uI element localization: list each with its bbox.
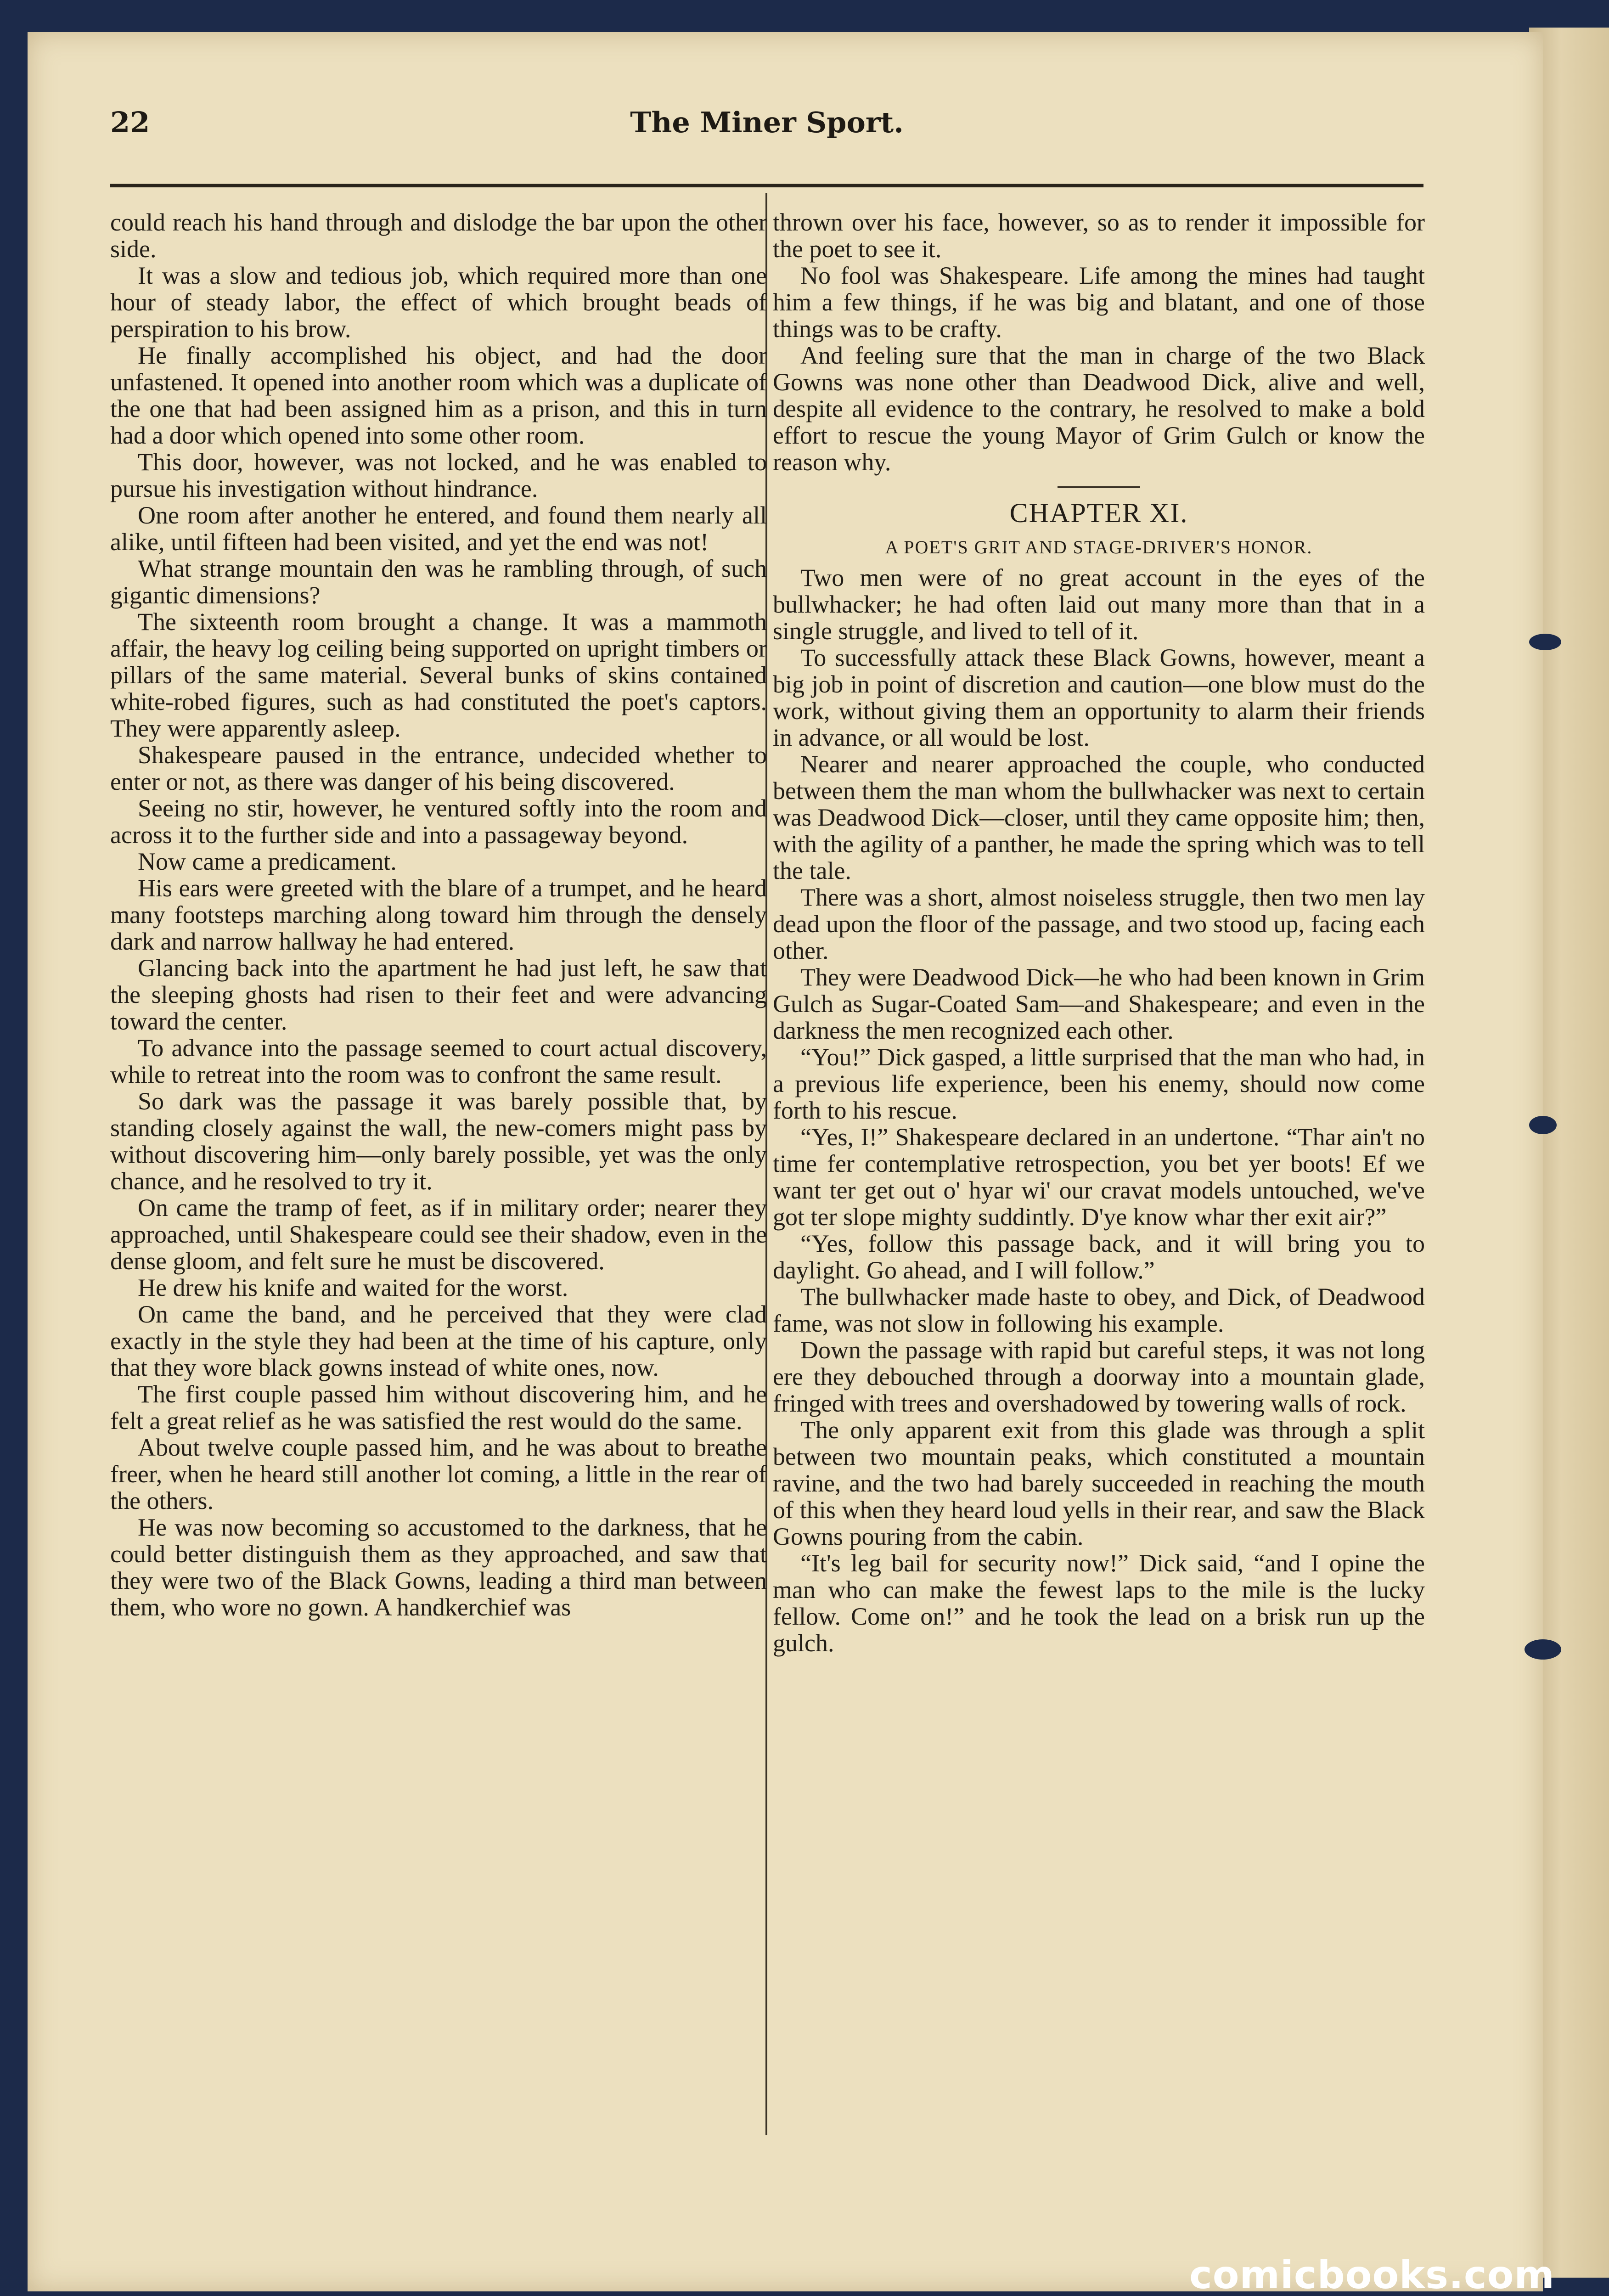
paragraph: To advance into the passage seemed to court actual discovery, while to retreat into the room was to confront the same result. bbox=[110, 1034, 767, 1088]
paragraph: And feeling sure that the man in charge of the two Black Gowns was none other than Deadwood Dick, alive and well, despite all evidence to the contrary, he resolved to make a bold effort to rescue the young Mayor of Grim Gulch or know the reason why. bbox=[773, 342, 1425, 476]
paragraph: “You!” Dick gasped, a little surprised that the man who had, in a previous life experience, been his enemy, should now come forth to his rescue. bbox=[773, 1043, 1425, 1124]
page-number: 22 bbox=[110, 106, 150, 139]
right-column-bottom-text bbox=[773, 564, 1425, 1656]
paragraph: Seeing no stir, however, he ventured softly into the room and across it to the further side and into a passageway beyond. bbox=[110, 794, 767, 849]
paragraph: They were Deadwood Dick—he who had been known in Grim Gulch as Sugar-Coated Sam—and Shakespeare; and even in the darkness the men recognized each other. bbox=[773, 963, 1425, 1044]
chapter-title: CHAPTER XI. bbox=[1009, 498, 1188, 528]
paragraph: He finally accomplished his object, and had the door unfastened. It opened into another room which was a duplicate of the one that had been assigned him as a prison, and this in turn had a door which opened into some other room. bbox=[110, 342, 767, 449]
paragraph: To successfully attack these Black Gowns, however, meant a big job in point of discretion and caution—one blow must do the work, without giving them an opportunity to alarm their friends in advance, or all would be lost. bbox=[773, 644, 1425, 751]
paragraph: Shakespeare paused in the entrance, undecided whether to enter or not, as there was danger of his being discovered. bbox=[110, 741, 767, 795]
paragraph: There was a short, almost noiseless struggle, then two men lay dead upon the floor of the passage, and two stood up, facing each other. bbox=[773, 884, 1425, 964]
paragraph: “Yes, follow this passage back, and it will bring you to daylight. Go ahead, and I will follow.” bbox=[773, 1230, 1425, 1284]
paragraph: So dark was the passage it was barely possible that, by standing closely against the wall, the new-comers might pass by without discovering him—only barely possible, yet was the only chance, and he resolved to try it. bbox=[110, 1087, 767, 1195]
paragraph: Nearer and nearer approached the couple, who conducted between them the man whom the bullwhacker was next to certain was Deadwood Dick—closer, until they came opposite him; then, with the agility of a panther, he made the spring which was to tell the tale. bbox=[773, 750, 1425, 884]
paragraph: thrown over his face, however, so as to render it impossible for the poet to see it. bbox=[773, 208, 1425, 263]
paragraph: His ears were greeted with the blare of a trumpet, and he heard many footsteps marching along toward him through the densely dark and narrow hallway he had entered. bbox=[110, 874, 767, 955]
page-header bbox=[110, 106, 1423, 156]
paragraph: One room after another he entered, and found them nearly all alike, until fifteen had been visited, and yet the end was not! bbox=[110, 501, 767, 556]
paragraph: No fool was Shakespeare. Life among the mines had taught him a few things, if he was big and blatant, and one of those things was to be crafty. bbox=[773, 262, 1425, 343]
paragraph: Now came a predicament. bbox=[138, 848, 397, 875]
paragraph: The sixteenth room brought a change. It was a mammoth affair, the heavy log ceiling being supported on upright timbers or pillars of the same material. Several bunks of skins contained white-robed figures, such as had constituted the poet's captors. They were apparently asleep. bbox=[110, 608, 767, 742]
paragraph: Two men were of no great account in the eyes of the bullwhacker; he had often laid out many more than that in a single struggle, and lived to tell of it. bbox=[773, 564, 1425, 645]
paragraph: What strange mountain den was he rambling through, of such gigantic dimensions? bbox=[110, 555, 767, 609]
paragraph: The only apparent exit from this glade was through a split between two mountain peaks, which constituted a mountain ravine, and the two had barely succeeded in reaching the mouth of this when they heard loud yells in their rear, and saw the Black Gowns pouring from the cabin. bbox=[773, 1416, 1425, 1550]
right-column bbox=[773, 209, 1425, 1656]
paragraph: He drew his knife and waited for the worst. bbox=[138, 1274, 568, 1301]
header-rule bbox=[110, 184, 1423, 187]
paragraph: It was a slow and tedious job, which required more than one hour of steady labor, the effect of which brought beads of perspiration to his brow. bbox=[110, 262, 767, 343]
chapter-subtitle: A POET'S GRIT AND STAGE-DRIVER'S HONOR. bbox=[885, 537, 1313, 557]
paragraph: could reach his hand through and dislodge the bar upon the other side. bbox=[110, 208, 767, 263]
paragraph: Down the passage with rapid but careful steps, it was not long ere they debouched through a doorway into a mountain glade, fringed with trees and overshadowed by towering walls of rock. bbox=[773, 1336, 1425, 1417]
paragraph: On came the tramp of feet, as if in military order; nearer they approached, until Shakespeare could see their shadow, even in the dense gloom, and felt sure he must be discovered. bbox=[110, 1194, 767, 1275]
paragraph: The first couple passed him without discovering him, and he felt a great relief as he was satisfied the rest would do the same. bbox=[110, 1380, 767, 1435]
watermark: comicbooks.com bbox=[1189, 2252, 1555, 2296]
running-title: The Miner Sport. bbox=[630, 106, 904, 139]
paragraph: “Yes, I!” Shakespeare declared in an undertone. “Thar ain't no time fer contemplative retrospection, you bet yer boots! Ef we want ter get out o' hyar wi' our cravat models untouched, we've got ter slope mighty suddintly. D'ye know whar ther exit air?” bbox=[773, 1123, 1425, 1231]
binding-hole bbox=[1529, 1116, 1557, 1134]
paragraph: He was now becoming so accustomed to the darkness, that he could better distinguish them as they approached, and saw that they were two of the Black Gowns, leading a third man between them, who wore no gown. A handkerchief was bbox=[110, 1514, 767, 1621]
paragraph: The bullwhacker made haste to obey, and Dick, of Deadwood fame, was not slow in following his example. bbox=[773, 1283, 1425, 1337]
binding-hole bbox=[1525, 1639, 1561, 1660]
left-column bbox=[110, 209, 767, 1621]
paragraph: This door, however, was not locked, and he was enabled to pursue his investigation without hindrance. bbox=[110, 448, 767, 502]
paragraph: Glancing back into the apartment he had just left, he saw that the sleeping ghosts had risen to their feet and were advancing toward the center. bbox=[110, 954, 767, 1035]
paragraph: On came the band, and he perceived that they were clad exactly in the style they had been at the time of his capture, only that they wore black gowns instead of white ones, now. bbox=[110, 1300, 767, 1381]
right-column-top-text bbox=[773, 209, 1425, 475]
chapter-rule bbox=[1058, 486, 1140, 488]
paragraph: About twelve couple passed him, and he was about to breathe freer, when he heard still another lot coming, a little in the rear of the others. bbox=[110, 1434, 767, 1514]
paragraph: “It's leg bail for security now!” Dick said, “and I opine the man who can make the fewest laps to the mile is the lucky fellow. Come on!” and he took the lead on a brisk run up the gulch. bbox=[773, 1549, 1425, 1657]
binding-hole bbox=[1529, 634, 1561, 650]
